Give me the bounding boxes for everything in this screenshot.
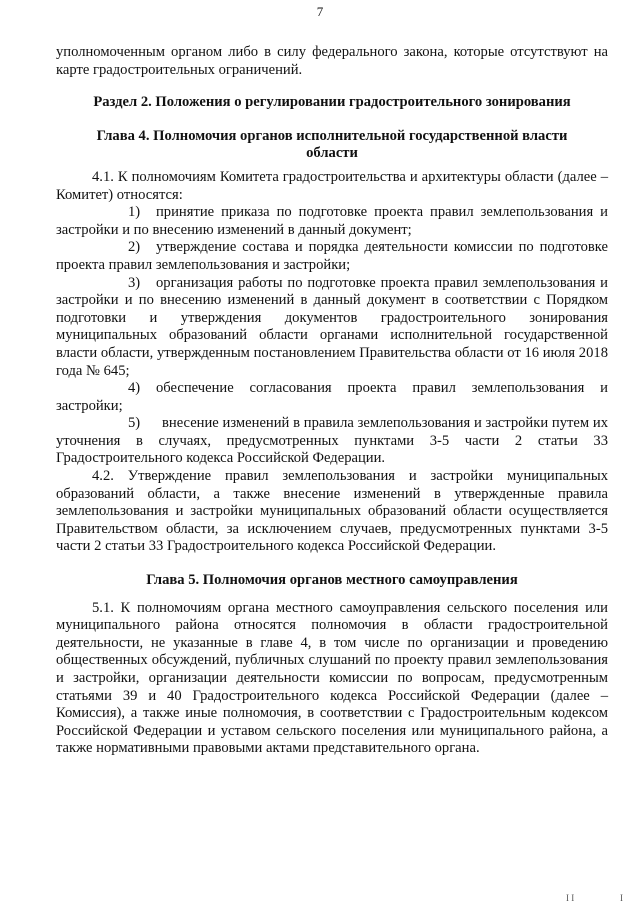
list-item-2-number: 2) — [128, 239, 141, 256]
continuation-paragraph: уполномоченным органом либо в силу федерального закона, которые отсутствуют на карте градостроительных ограничений. — [56, 44, 608, 78]
clause-4-1: 4.1. К полномочиям Комитета градостроительства и архитектуры области (далее – Комитет) относятся: — [56, 168, 608, 203]
document-body — [56, 44, 608, 758]
chapter-5-heading: Глава 5. Полномочия органов местного самоуправления — [146, 572, 518, 589]
list-item-2 — [56, 239, 608, 274]
chapter-4-heading: Глава 4. Полномочия органов исполнительной государственной власти области — [96, 127, 568, 162]
list-item-5 — [56, 415, 608, 468]
list-item-1-text: принятие приказа по подготовке проекта правил землепользования и застройки и по внесению изменений в данный документ; — [56, 204, 608, 238]
list-item-5-text: внесение изменений в правила землепользования и застройки путем их уточнения в случаях, предусмотренных пунктами 3-5 части 2 статьи 33 Градостроительного кодекса Российской Федерации. — [56, 415, 608, 467]
list-item-1 — [56, 204, 608, 239]
list-item-5-number: 5) — [128, 415, 141, 432]
list-item-4-text: обеспечение согласования проекта правил землепользования и застройки; — [56, 380, 608, 414]
clause-5-1: 5.1. К полномочиям органа местного самоуправления сельского поселения или муниципального района относятся полномочия в области градостроительной деятельности, не указанные в главе 4, в том числе по организации и проведению общественных обсуждений, публичных слушаний по проекту правил землепользования и застройки, организации деятельности комиссии по вопросам, предусмотренным статьями 39 и 40 Градостроительного кодекса Российской Федерации (далее – Комиссия), а также иные полномочия, в соответствии с Градостроительным кодексом Российской Федерации и уставом сельского поселения или муниципального района, а также нормативными правовыми актами представительного органа. — [56, 599, 608, 757]
list-item-1-number: 1) — [128, 204, 141, 221]
list-item-3-text: организация работы по подготовке проекта правил землепользования и застройки и по внесению изменений в данный документ в соответствии с Порядком подготовки и утверждения документов градостроительного зонирования муниципальных образований области органами исполнительной государственной власти области, утвержденным постановлением Правительства области от 16 июля 2018 года № 645; — [56, 274, 608, 379]
scan-mark-left: I I — [566, 893, 575, 903]
section-heading: Раздел 2. Положения о регулировании градостроительного зонирования — [93, 94, 571, 111]
clause-4-2: 4.2. Утверждение правил землепользования и застройки муниципальных образований области, а также внесение изменений в утвержденные правила землепользования и застройки муниципальных образований области осуществляется Правительством области, за исключением случаев, предусмотренных пунктами 3-5 части 2 статьи 33 Градостроительного кодекса Российской Федерации. — [56, 468, 608, 555]
list-item-2-text: утверждение состава и порядка деятельности комиссии по подготовке проекта правил землепользования и застройки; — [56, 239, 608, 273]
scan-mark-right: I — [620, 893, 623, 903]
list-item-3 — [56, 275, 608, 381]
list-item-4 — [56, 380, 608, 415]
list-item-3-number: 3) — [128, 274, 141, 291]
list-item-4-number: 4) — [128, 380, 141, 397]
page-number: 7 — [316, 4, 324, 19]
